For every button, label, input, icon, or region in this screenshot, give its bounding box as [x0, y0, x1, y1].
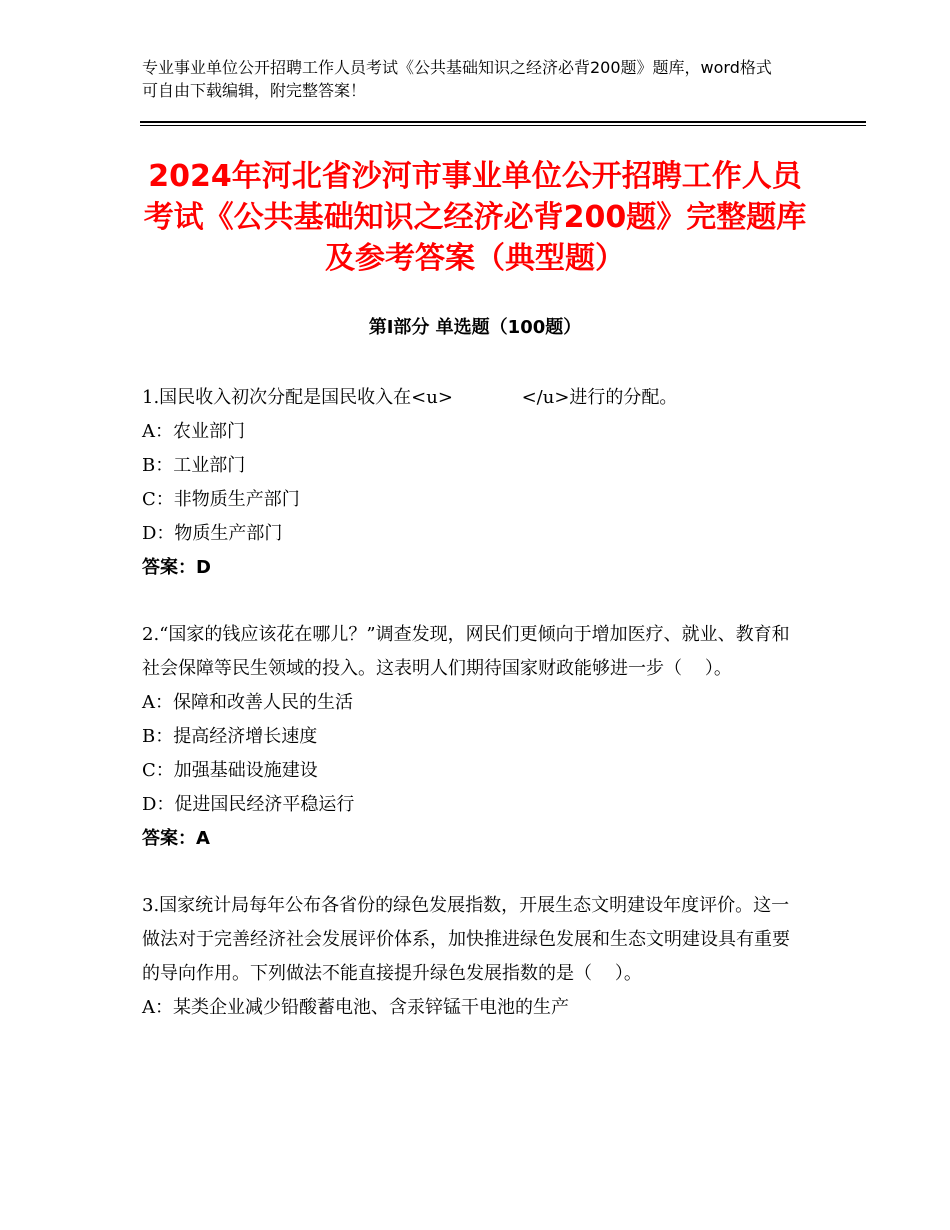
document-title: 2024年河北省沙河市事业单位公开招聘工作人员考试《公共基础知识之经济必背200题》完整题库及参考答案（典型题） [143, 159, 807, 276]
header-note: 专业事业单位公开招聘工作人员考试《公共基础知识之经济必背200题》题库，word格式可自由下载编辑，附完整答案！ [142, 58, 772, 100]
option-b: B：工业部门 [142, 455, 246, 476]
option-a: A：农业部门 [142, 421, 245, 442]
option-a: A：某类企业减少铅酸蓄电池、含汞锌锰干电池的生产 [142, 997, 569, 1018]
answer: 答案：D [142, 557, 211, 578]
question-3 [142, 889, 802, 1025]
header-rule-thick [140, 121, 866, 123]
header-rule-thin [140, 125, 866, 126]
option-d: D：物质生产部门 [142, 523, 283, 544]
option-c: C：加强基础设施建设 [142, 760, 318, 781]
question-text: 1.国民收入初次分配是国民收入在<u> </u>进行的分配。 [142, 387, 678, 408]
section-title: 第Ⅰ部分 单选题（100题） [368, 317, 582, 338]
option-b: B：提高经济增长速度 [142, 726, 318, 747]
question-1 [142, 381, 802, 585]
question-list [142, 381, 802, 1058]
question-text: 3.国家统计局每年公布各省份的绿色发展指数，开展生态文明建设年度评价。这一做法对于完善经济社会发展评价体系，加快推进绿色发展和生态文明建设具有重要的导向作用。下列做法不能直接提升绿色发展指数的是（ ）。 [142, 895, 790, 984]
option-c: C：非物质生产部门 [142, 489, 300, 510]
option-d: D：促进国民经济平稳运行 [142, 794, 355, 815]
answer: 答案：A [142, 828, 210, 849]
question-2 [142, 618, 802, 856]
question-text: 2.“国家的钱应该花在哪儿？”调查发现，网民们更倾向于增加医疗、就业、教育和社会保障等民生领域的投入。这表明人们期待国家财政能够进一步（ ）。 [142, 624, 790, 679]
option-a: A：保障和改善人民的生活 [142, 692, 353, 713]
